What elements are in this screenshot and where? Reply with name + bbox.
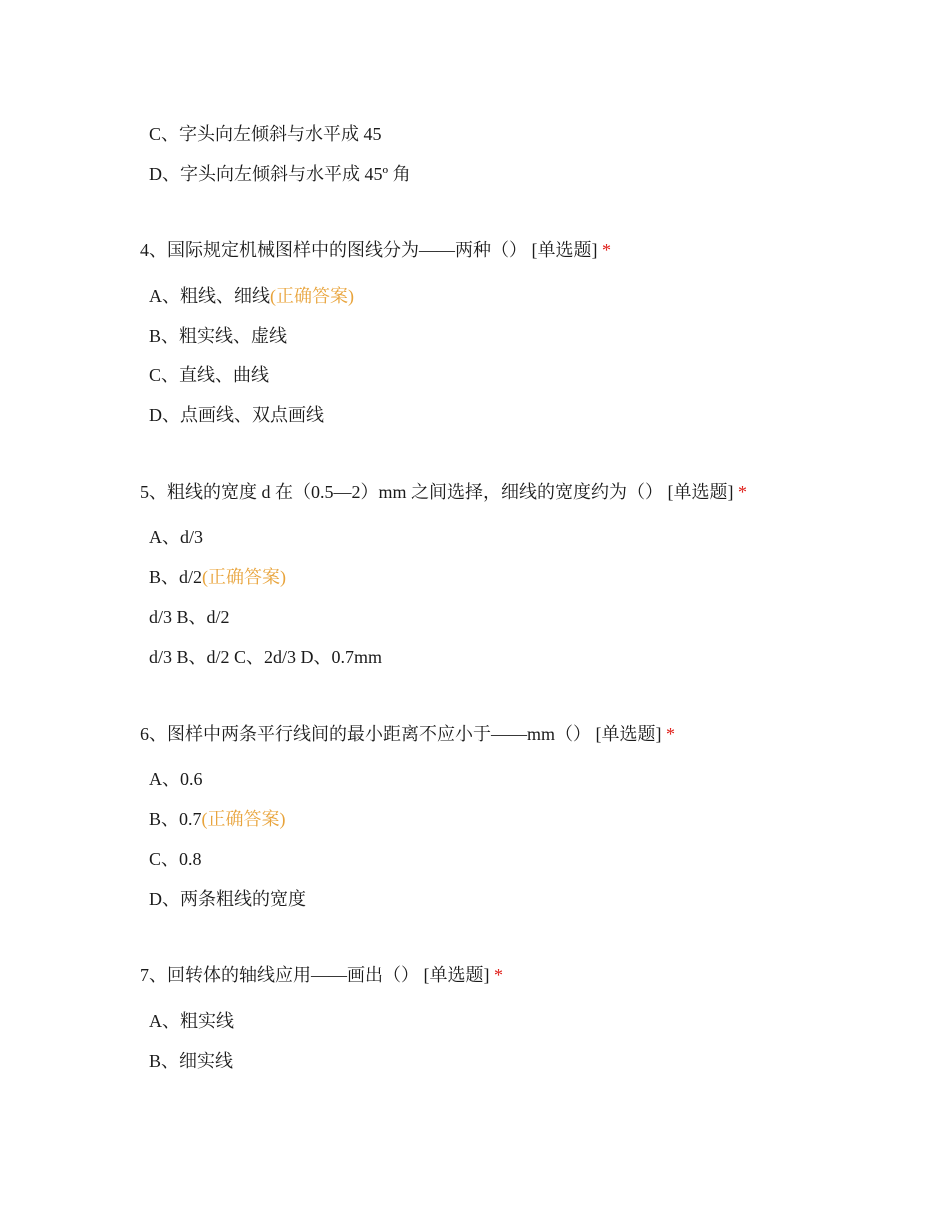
option-text: d/3 B、d/2: [149, 607, 230, 627]
option-text: B、d/2: [149, 567, 203, 587]
required-mark: *: [666, 724, 675, 744]
question-4-option-c: [149, 364, 269, 386]
question-text: 5、粗线的宽度 d 在（0.5—2）mm 之间选择，细线的宽度约为（）: [140, 482, 663, 502]
question-text: 7、回转体的轴线应用——画出（）: [140, 965, 419, 985]
option-text: B、粗实线、虚线: [149, 326, 288, 346]
option-text: C、直线、曲线: [149, 365, 270, 385]
option-text: D、两条粗线的宽度: [149, 889, 306, 909]
option-text: B、0.7: [149, 809, 202, 829]
question-5-option-a: [149, 526, 203, 548]
correct-answer-note: (正确答案): [201, 809, 286, 829]
question-6-title: [140, 723, 675, 745]
option-text: D、字头向左倾斜与水平成 45º 角: [149, 164, 411, 184]
question-5-option-extra-2: [149, 646, 382, 668]
question-6-option-a: [149, 768, 203, 790]
option-text: d/3 B、d/2 C、2d/3 D、0.7mm: [149, 647, 383, 667]
question-text: 6、图样中两条平行线间的最小距离不应小于——mm（）: [140, 724, 591, 744]
correct-answer-note: (正确答案): [270, 286, 354, 306]
question-6-option-b: [149, 808, 286, 830]
question-5-option-extra-1: [149, 606, 230, 628]
question-text: 4、国际规定机械图样中的图线分为——两种（）: [140, 240, 527, 260]
option-text: D、点画线、双点画线: [149, 405, 324, 425]
option-text: A、粗线、细线: [149, 286, 270, 306]
question-type-tag: [单选题]: [423, 965, 490, 985]
option-c: [149, 123, 382, 145]
question-7-option-b: [149, 1050, 233, 1072]
question-4-title: [140, 239, 611, 261]
option-d: [149, 163, 411, 185]
correct-answer-note: (正确答案): [202, 567, 287, 587]
required-mark: *: [602, 240, 611, 260]
required-mark: *: [494, 965, 503, 985]
required-mark: *: [738, 482, 747, 502]
option-text: A、0.6: [149, 769, 203, 789]
question-type-tag: [单选题]: [667, 482, 734, 502]
question-7-title: [140, 964, 503, 986]
question-5-title: [140, 481, 747, 503]
question-4-option-a: [149, 285, 354, 307]
question-4-option-b: [149, 325, 287, 347]
question-type-tag: [单选题]: [531, 240, 598, 260]
question-type-tag: [单选题]: [595, 724, 662, 744]
question-5-option-b: [149, 566, 286, 588]
question-6-option-c: [149, 848, 202, 870]
option-text: C、0.8: [149, 849, 202, 869]
question-6-option-d: [149, 888, 306, 910]
option-text: B、细实线: [149, 1051, 234, 1071]
question-4-option-d: [149, 404, 324, 426]
question-7-option-a: [149, 1010, 234, 1032]
option-text: A、d/3: [149, 527, 203, 547]
option-text: A、粗实线: [149, 1011, 234, 1031]
option-text: C、字头向左倾斜与水平成 45: [149, 124, 382, 144]
